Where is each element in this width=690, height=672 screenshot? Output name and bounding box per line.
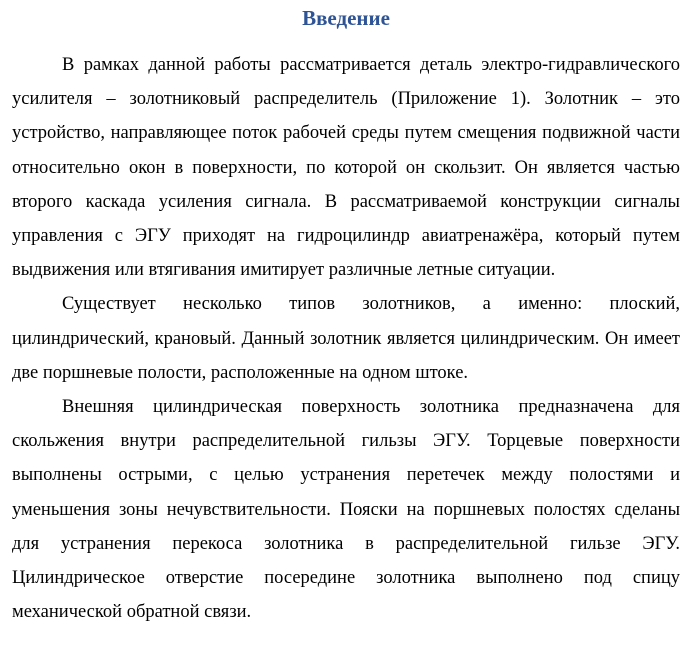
paragraph-intro: В рамках данной работы рассматривается деталь электро-гидравлического усилителя – золотниковый распределитель (Приложение 1). Золотник – это устройство, направляющее поток рабочей среды путем смещения подвижной части относительно окон в поверхности, по которой он скользит. Он является частью второго каскада усиления сигнала. В рассматриваемой конструкции сигналы управления с ЭГУ приходят на гидроцилиндр авиатренажёра, который путем выдвижения или втягивания имитирует различные летные ситуации. bbox=[12, 55, 680, 281]
paragraph-types: Существует несколько типов золотников, а именно: плоский, цилиндрический, крановый. Данный золотник является цилиндрическим. Он имеет две поршневые полости, расположенные на одном штоке. bbox=[12, 294, 680, 383]
document-title: Введение bbox=[302, 6, 390, 30]
paragraph-surface: Внешняя цилиндрическая поверхность золотника предназначена для скольжения внутри распределительной гильзы ЭГУ. Торцевые поверхности выполнены острыми, с целью устранения перетечек между полостями и уменьшения зоны нечувствительности. Пояски на поршневых полостях сделаны для устранения перекоса золотника в распределительной гильзе ЭГУ. Цилиндрическое отверстие посередине золотника выполнено под спицу механической обратной связи. bbox=[12, 397, 680, 623]
